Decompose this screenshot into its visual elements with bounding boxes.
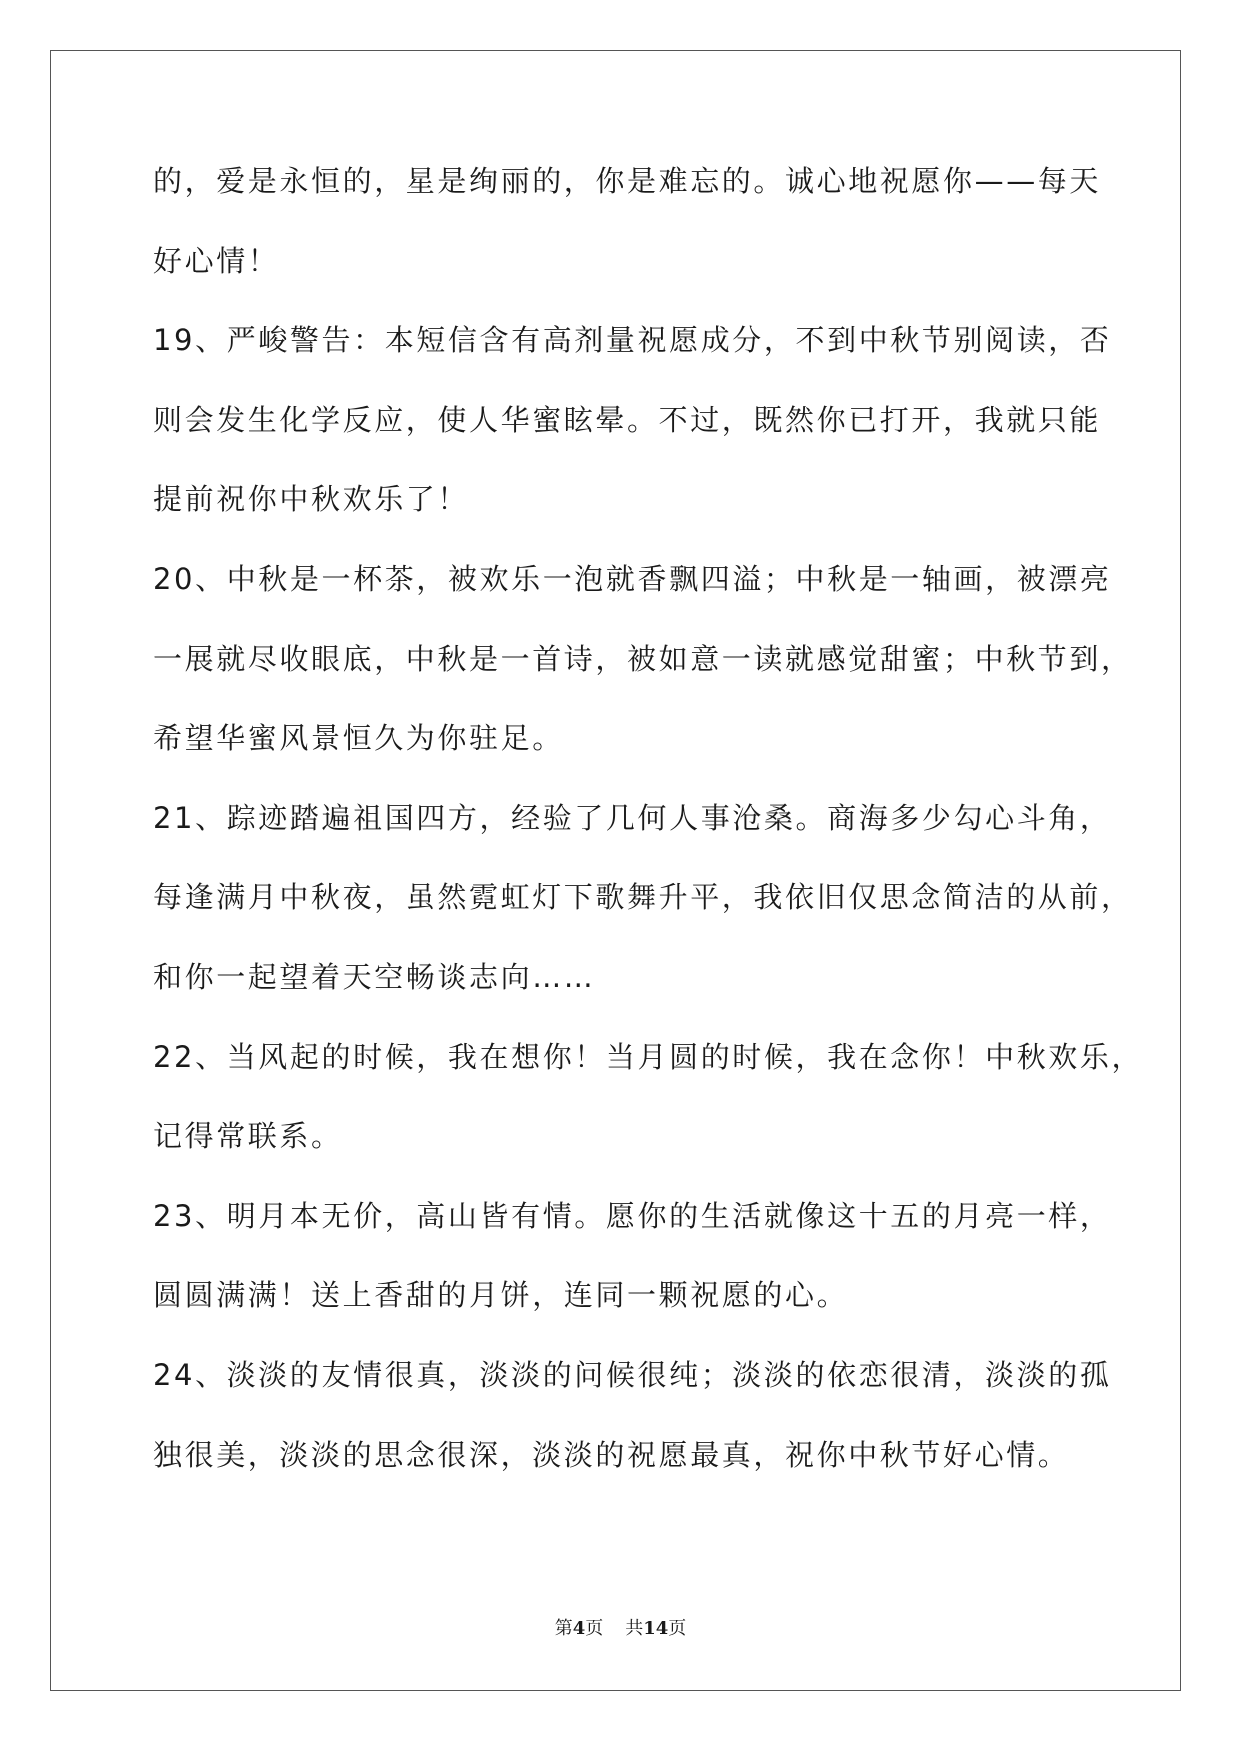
text-line: 20、中秋是一杯茶，被欢乐一泡就香飘四溢；中秋是一轴画，被漂亮 <box>153 561 1112 596</box>
text-line: 24、淡淡的友情很真，淡淡的问候很纯；淡淡的依恋很清，淡淡的孤 <box>153 1357 1112 1392</box>
total-page-count: 14 <box>643 1618 669 1639</box>
total-pages-prefix: 共 <box>625 1618 644 1639</box>
page-footer <box>0 1617 1241 1641</box>
total-pages-suffix: 页 <box>668 1618 687 1639</box>
text-line: 则会发生化学反应，使人华蜜眩晕。不过，既然你已打开，我就只能 <box>153 402 1102 437</box>
current-page-number: 4 <box>572 1618 586 1639</box>
page-number-suffix: 页 <box>585 1618 604 1639</box>
text-line: 的，爱是永恒的，星是绚丽的，你是难忘的。诚心地祝愿你——每天 <box>153 164 1102 198</box>
text-line: 每逢满月中秋夜，虽然霓虹灯下歌舞升平，我依旧仅思念简洁的从前， <box>153 880 1133 915</box>
text-line: 希望华蜜风景恒久为你驻足。 <box>153 721 564 756</box>
text-line: 19、严峻警告：本短信含有高剂量祝愿成分，不到中秋节别阅读，否 <box>153 323 1112 358</box>
document-body <box>153 161 1144 1514</box>
text-line: 22、当风起的时候，我在想你！当月圆的时候，我在念你！中秋欢乐， <box>153 1039 1144 1074</box>
text-line: 和你一起望着天空畅谈志向…… <box>153 959 596 994</box>
text-line: 圆圆满满！送上香甜的月饼，连同一颗祝愿的心。 <box>153 1278 849 1313</box>
text-line: 一展就尽收眼底，中秋是一首诗，被如意一读就感觉甜蜜；中秋节到， <box>153 641 1133 676</box>
text-line: 23、明月本无价，高山皆有情。愿你的生活就像这十五的月亮一样， <box>153 1198 1112 1233</box>
text-line: 独很美，淡淡的思念很深，淡淡的祝愿最真，祝你中秋节好心情。 <box>153 1437 1070 1472</box>
text-line: 21、踪迹踏遍祖国四方，经验了几何人事沧桑。商海多少勾心斗角， <box>153 800 1112 835</box>
text-line: 记得常联系。 <box>153 1119 343 1154</box>
text-line: 好心情！ <box>153 243 280 278</box>
text-line: 提前祝你中秋欢乐了！ <box>153 482 470 517</box>
page-number-prefix: 第 <box>554 1618 573 1639</box>
